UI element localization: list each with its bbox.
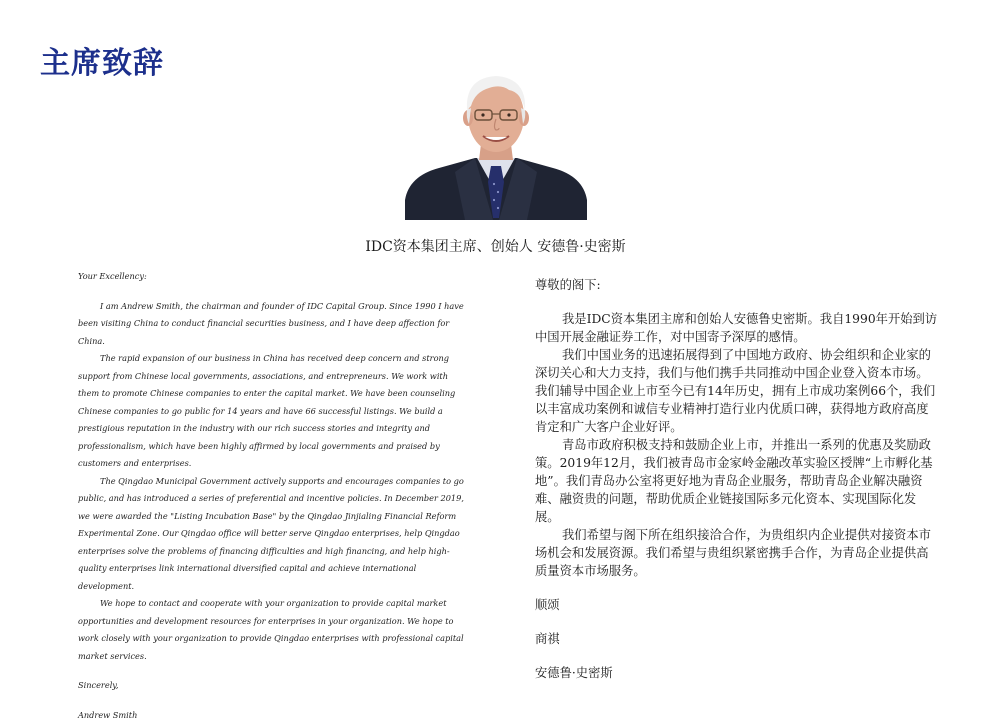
chinese-paragraph: 青岛市政府积极支持和鼓励企业上市，并推出一系列的优惠及奖励政策。2019年12月，我们被青岛市金家岭金融改革实验区授牌“上市孵化基地”。我们青岛办公室将更好地为青岛企业服务，帮助青岛企业解决融资难、融资贵的问题，帮助优质企业链接国际多元化资本、实现国际化发展。 [535, 436, 940, 526]
chinese-closing-2: 商祺 [535, 630, 940, 648]
english-salutation: Your Excellency: [78, 268, 468, 286]
english-paragraph: The Qingdao Municipal Government actively supports and encourages companies to go public, and has introduced a series of preferential and incentive policies. In December 2019, we were awarded the "Listing Incubation Base" by the Qingdao Jinjialing Financial Reform Experimental Zone. Our Qingdao office will better serve Qingdao enterprises, help Qingdao enterprises solve the problems of financing difficulties and high financing, and help high-quality enterprises link international diversified capital and achieve international development. [78, 473, 468, 596]
chinese-closing-1: 顺颂 [535, 596, 940, 614]
chinese-paragraph: 我们中国业务的迅速拓展得到了中国地方政府、协会组织和企业家的深切关心和大力支持，我们与他们携手共同推动中国企业登入资本市场。我们辅导中国企业上市至今已有14年历史，拥有上市成功案例66个，我们以丰富成功案例和诚信专业精神打造行业内优质口碑，获得地方政府高度肯定和广大客户企业好评。 [535, 346, 940, 436]
chinese-salutation: 尊敬的阁下: [535, 276, 940, 294]
english-paragraph: The rapid expansion of our business in China has received deep concern and strong support from Chinese local governments, associations, and entrepreneurs. We work with them to promote Chinese companies to enter the capital market. We have been counseling Chinese companies to go public for 14 years and have 66 successful listings. We build a prestigious reputation in the industry with our rich success stories and integrity and professionalism, which have been highly affirmed by local governments and praised by customers and enterprises. [78, 350, 468, 473]
portrait-caption: IDC资本集团主席、创始人 安德鲁·史密斯 [0, 236, 991, 256]
chinese-paragraph: 我是IDC资本集团主席和创始人安德鲁史密斯。我自1990年开始到访中国开展金融证券工作，对中国寄予深厚的感情。 [535, 310, 940, 346]
chinese-paragraph: 我们希望与阁下所在组织接洽合作，为贵组织内企业提供对接资本市场机会和发展资源。我们希望与贵组织紧密携手合作，为青岛企业提供高质量资本市场服务。 [535, 526, 940, 580]
english-paragraph: I am Andrew Smith, the chairman and founder of IDC Capital Group. Since 1990 I have been visiting China to conduct financial securities business, and I have deep affection for China. [78, 298, 468, 351]
english-closing: Sincerely, [78, 677, 468, 695]
chinese-letter [535, 276, 940, 682]
chinese-signature: 安德鲁·史密斯 [535, 664, 940, 682]
page-title: 主席致辞 [40, 44, 164, 84]
english-signature: Andrew Smith [78, 707, 468, 724]
english-paragraph: We hope to contact and cooperate with your organization to provide capital market opportunities and development resources for enterprises in your organization. We hope to work closely with your organization to provide Qingdao enterprises with professional capital market services. [78, 595, 468, 665]
english-letter [78, 268, 468, 724]
chairman-portrait [405, 72, 587, 220]
